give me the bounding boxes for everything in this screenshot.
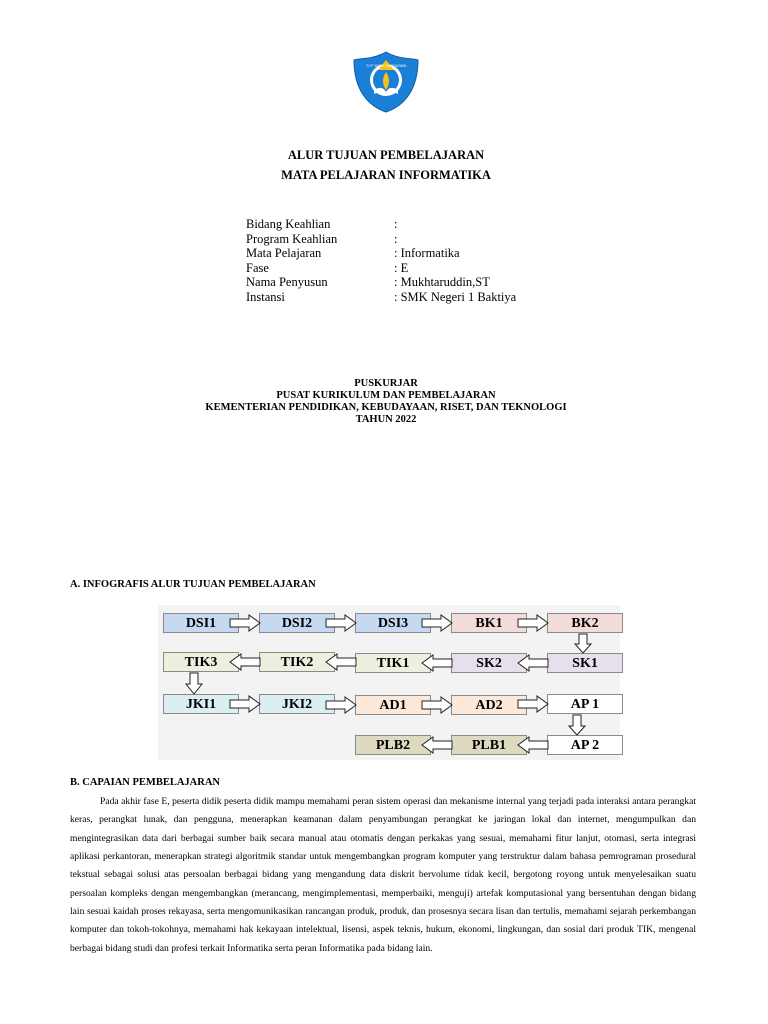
flow-node-label: SK1 [572,656,598,671]
flow-node-sk1 [547,653,623,673]
flow-node-ap2 [547,735,623,755]
info-label: Fase [246,260,269,275]
flow-node-dsi1 [163,613,239,633]
capaian-pembelajaran-text [70,793,696,958]
flow-node-label: DSI1 [185,616,217,631]
publisher-block [0,378,768,426]
flow-node-plb2 [355,735,431,755]
arrow-left-icon [517,736,549,754]
arrow-right-icon [517,695,549,713]
arrow-down-icon [574,633,592,654]
flow-node-label: PLB2 [375,738,411,753]
flow-node-label: SK2 [476,656,502,671]
arrow-right-icon [229,614,261,632]
flow-node-label: JKI1 [185,697,217,712]
document-info-table [246,217,516,305]
arrow-right-icon [325,614,357,632]
flow-node-tik3 [163,652,239,672]
flow-node-label: TIK3 [184,655,218,670]
section-a-heading: A. INFOGRAFIS ALUR TUJUAN PEMBELAJARAN [70,579,316,590]
info-value: : E [394,260,409,275]
arrow-right-icon [421,614,453,632]
flow-node-jki2 [259,694,335,714]
info-label: Program Keahlian [246,231,338,246]
learning-flow-infographic [158,605,620,760]
arrow-left-icon [229,653,261,671]
flow-node-bk1 [451,613,527,633]
flow-node-label: AP 2 [570,738,600,753]
flow-node-bk2 [547,613,623,633]
arrow-left-icon [517,654,549,672]
flow-node-label: AD1 [379,698,407,713]
flow-node-label: BK1 [475,616,503,631]
flow-node-label: AD2 [475,698,503,713]
flow-node-ap1 [547,694,623,714]
section-b-heading: B. CAPAIAN PEMBELAJARAN [70,777,221,788]
flow-node-label: TIK1 [376,656,410,671]
flow-node-label: JKI2 [281,697,313,712]
tut-wuri-handayani-logo-icon [352,50,420,114]
flow-node-label: DSI2 [281,616,313,631]
flow-node-dsi3 [355,613,431,633]
capaian-paragraph: Pada akhir fase E, peserta didik peserta didik mampu memahami peran sistem operasi dan mekanisme internal yang terjadi pada interaksi antara perangkat keras, perangkat lunak, dan pengguna, menerapkan keamanan dalam penyambungan perangkat ke jaringan lokal dan internet, mengumpulkan dan mengintegrasikan data dari berbagai sumber baik secara manual atau otomatis dengan perkakas yang sesuai, memahami fitur lanjut, otomasi, serta integrasi aplikasi perkantoran, menerapkan strategi algoritmik standar untuk mengembangkan program komputer yang terstruktur dalam bahasa pemrograman prosedural tekstual sebagai solusi atas persoalan berbagai bidang yang mengandung data diskrit bervolume tidak kecil, bergotong royong untuk menyelesaikan suatu persoalan kompleks dengan mengembangkan (merancang, mengimplementasi, memperbaiki, menguji) artefak komputasional yang bersentuhan dengan bidang lain sesuai kaidah proses rekayasa, serta mengomunikasikan rancangan produk, produk, dan prosesnya secara lisan dan tertulis, memahami sejarah perkembangan komputer dan tokoh-tokohnya, memahami hak kekayaan intelektual, lisensi, aspek teknis, hukum, ekonomi, lingkungan, dan sosial dari produk TIK, mengenal berbagai bidang studi dan profesi terkait Informatika serta peran Informatika pada bidang lain. [70,796,696,954]
info-label: Mata Pelajaran [246,246,322,261]
document-title-line2: MATA PELAJARAN INFORMATIKA [281,168,491,182]
publisher-line1: PUSKURJAR [354,378,418,389]
arrow-right-icon [517,614,549,632]
info-label: Nama Penyusun [246,275,328,290]
flow-node-ad2 [451,695,527,715]
arrow-left-icon [421,736,453,754]
info-value: : Informatika [394,246,460,261]
info-value: : SMK Negeri 1 Baktiya [394,289,517,304]
publisher-line4: TAHUN 2022 [355,414,417,425]
flow-node-tik1 [355,653,431,673]
info-row-fase [246,261,516,276]
svg-text:TUT WURI HANDAYANI: TUT WURI HANDAYANI [366,64,406,68]
info-label: Instansi [246,289,285,304]
arrow-left-icon [325,653,357,671]
publisher-line3: KEMENTERIAN PENDIDIKAN, KEBUDAYAAN, RISET, DAN TEKNOLOGI [205,402,567,413]
flow-node-label: TIK2 [280,655,314,670]
info-row-bidang-keahlian [246,217,516,232]
flow-node-jki1 [163,694,239,714]
flow-node-sk2 [451,653,527,673]
publisher-line2: PUSAT KURIKULUM DAN PEMBELAJARAN [276,390,496,401]
flow-node-label: BK2 [571,616,599,631]
flow-node-plb1 [451,735,527,755]
info-row-instansi [246,290,516,305]
flow-node-tik2 [259,652,335,672]
arrow-down-icon [568,714,586,736]
arrow-right-icon [325,696,357,714]
info-value: : Mukhtaruddin,ST [394,275,490,290]
arrow-right-icon [229,695,261,713]
document-title-line1: ALUR TUJUAN PEMBELAJARAN [287,148,485,162]
info-value: : [394,217,398,231]
flow-node-dsi2 [259,613,335,633]
info-label: Bidang Keahlian [246,217,331,231]
arrow-right-icon [421,696,453,714]
flow-node-label: PLB1 [471,738,507,753]
info-row-program-keahlian [246,232,516,247]
flow-node-ad1 [355,695,431,715]
info-row-mata-pelajaran [246,246,516,261]
info-row-nama-penyusun [246,275,516,290]
arrow-left-icon [421,654,453,672]
info-value: : [394,231,398,246]
flow-node-label: AP 1 [570,697,600,712]
arrow-down-icon [185,672,203,695]
flow-node-label: DSI3 [377,616,409,631]
